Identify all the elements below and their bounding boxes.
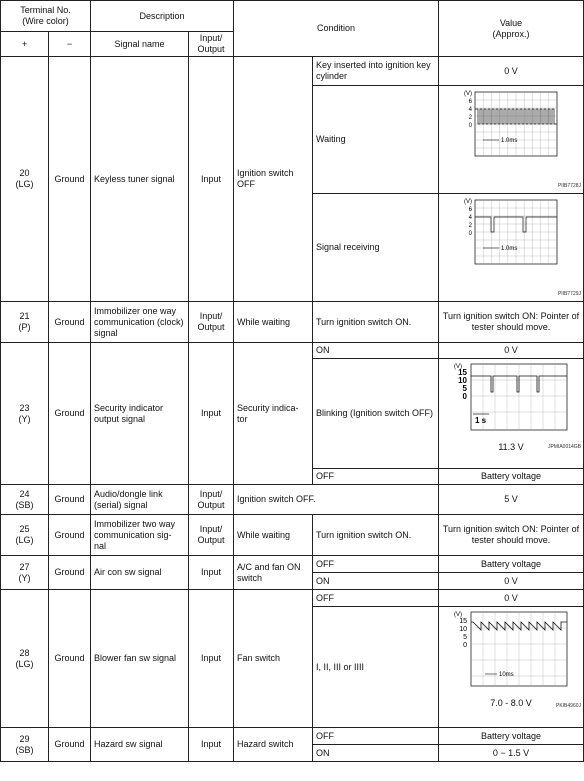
ground-28: Ground: [49, 590, 91, 728]
signal-27: Air con sw signal: [91, 556, 189, 590]
value-21: Turn ignition switch ON: Pointer of tester should move.: [439, 302, 584, 343]
value-29-1: Battery voltage: [439, 728, 584, 745]
condition-21: While waiting: [234, 302, 313, 343]
terminal-27: 27 (Y): [1, 556, 49, 590]
signal-21: Immobilizer one way communication (clock) signal: [91, 302, 189, 343]
signal-28: Blower fan sw signal: [91, 590, 189, 728]
value-20-3: [439, 194, 584, 302]
signal-24: Audio/dongle link (serial) signal: [91, 485, 189, 515]
value-29-2: 0 − 1.5 V: [439, 745, 584, 762]
fan-tick-0: 0: [463, 641, 468, 649]
blinking-voltage: 11.3 V: [498, 441, 524, 452]
waiting-trace: [475, 109, 557, 124]
fan-voltage: 7.0 - 8.0 V: [490, 697, 532, 708]
blinking-time: 1 s: [475, 415, 487, 425]
value-27-1: Battery voltage: [439, 556, 584, 573]
blinking-tick-15: 15: [458, 367, 468, 377]
fan-grid: [471, 612, 567, 686]
fan-time: 10ms: [499, 671, 514, 678]
fan-tick-5: 5: [463, 633, 468, 641]
ground-27: Ground: [49, 556, 91, 590]
subcond-28-2: I, II, III or IIII: [313, 607, 439, 728]
header-description: Description: [91, 1, 234, 32]
header-value: Value (Approx.): [439, 1, 584, 57]
fan-figure-code: PKIB4960J: [555, 702, 582, 709]
blinking-figure-code: JPMIA0014GB: [547, 443, 582, 450]
fan-tick-10: 10: [459, 625, 468, 633]
receiving-tick-6: 6: [468, 206, 473, 213]
value-20-1: 0 V: [439, 57, 584, 86]
ground-23: Ground: [49, 343, 91, 485]
waveform-waiting: [461, 87, 561, 167]
blinking-tick-0: 0: [462, 391, 468, 401]
header-minus: −: [49, 32, 91, 57]
ground-21: Ground: [49, 302, 91, 343]
subcond-29-2: ON: [313, 745, 439, 762]
receiving-unit: (V): [464, 198, 473, 205]
subcond-27-1: OFF: [313, 556, 439, 573]
value-25: Turn ignition switch ON: Pointer of tester should move.: [439, 515, 584, 556]
waiting-tick-0: 0: [468, 122, 473, 129]
value-23-3: Battery voltage: [439, 469, 584, 485]
subcond-20-2: Waiting: [313, 86, 439, 194]
fan-tick-15: 15: [459, 617, 468, 625]
receiving-tick-2: 2: [468, 222, 473, 229]
condition-27: A/C and fan ON switch: [234, 556, 313, 590]
condition-20: Ignition switch OFF: [234, 57, 313, 302]
value-27-2: 0 V: [439, 573, 584, 590]
signal-20: Keyless tuner signal: [91, 57, 189, 302]
header-condition: Condition: [234, 1, 439, 57]
waiting-figure-code: PIIB7728J: [557, 182, 582, 189]
value-20-2: [439, 86, 584, 194]
subcond-25: Turn ignition switch ON.: [313, 515, 439, 556]
subcond-20-3: Signal receiving: [313, 194, 439, 302]
receiving-grid: [475, 200, 557, 264]
terminal-24: 24 (SB): [1, 485, 49, 515]
terminal-25: 25 (LG): [1, 515, 49, 556]
terminal-20: 20 (LG): [1, 57, 49, 302]
subcond-27-2: ON: [313, 573, 439, 590]
terminal-29: 29 (SB): [1, 728, 49, 762]
blinking-tick-5: 5: [462, 383, 468, 393]
terminal-28: 28 (LG): [1, 590, 49, 728]
blinking-tick-10: 10: [458, 375, 468, 385]
condition-29: Hazard switch: [234, 728, 313, 762]
subcond-28-1: OFF: [313, 590, 439, 607]
waiting-time: 1.0ms: [501, 137, 518, 144]
blinking-trace: [471, 376, 567, 392]
waiting-tick-6: 6: [468, 98, 473, 105]
ground-29: Ground: [49, 728, 91, 762]
header-signal-name: Signal name: [91, 32, 189, 57]
receiving-tick-4: 4: [468, 214, 473, 221]
waveform-receiving: [461, 195, 561, 275]
condition-28: Fan switch: [234, 590, 313, 728]
waveform-fan: [451, 608, 571, 698]
waiting-tick-2: 2: [468, 114, 473, 121]
waveform-blinking: [451, 360, 571, 442]
fan-unit: (V): [454, 611, 463, 618]
header-terminal-no: Terminal No. (Wire color): [1, 1, 91, 32]
ground-20: Ground: [49, 57, 91, 302]
io-29: Input: [189, 728, 234, 762]
subcond-29-1: OFF: [313, 728, 439, 745]
ground-25: Ground: [49, 515, 91, 556]
waiting-unit: (V): [464, 90, 473, 97]
value-24: 5 V: [439, 485, 584, 515]
condition-25: While waiting: [234, 515, 313, 556]
io-27: Input: [189, 556, 234, 590]
header-plus: +: [1, 32, 49, 57]
io-24: Input/ Output: [189, 485, 234, 515]
header-input-output: Input/ Output: [189, 32, 234, 57]
io-25: Input/ Output: [189, 515, 234, 556]
value-23-1: 0 V: [439, 343, 584, 359]
subcond-21: Turn ignition switch ON.: [313, 302, 439, 343]
ground-24: Ground: [49, 485, 91, 515]
io-28: Input: [189, 590, 234, 728]
value-28-2: [439, 607, 584, 728]
receiving-tick-0: 0: [468, 230, 473, 237]
receiving-time: 1.0ms: [501, 245, 518, 252]
signal-25: Immobilizer two way communication sig- nal: [91, 515, 189, 556]
signal-23: Security indicator output signal: [91, 343, 189, 485]
io-21: Input/ Output: [189, 302, 234, 343]
subcond-20-1: Key inserted into ignition key cylinder: [313, 57, 439, 86]
condition-24: Ignition switch OFF.: [234, 485, 439, 515]
terminal-21: 21 (P): [1, 302, 49, 343]
subcond-23-3: OFF: [313, 469, 439, 485]
subcond-23-2: Blinking (Ignition switch OFF): [313, 359, 439, 469]
waiting-tick-4: 4: [468, 106, 473, 113]
value-23-2: [439, 359, 584, 469]
signal-29: Hazard sw signal: [91, 728, 189, 762]
value-28-1: 0 V: [439, 590, 584, 607]
io-20: Input: [189, 57, 234, 302]
subcond-23-1: ON: [313, 343, 439, 359]
blinking-unit: (V): [454, 363, 463, 370]
terminal-23: 23 (Y): [1, 343, 49, 485]
condition-23: Security indica- tor: [234, 343, 313, 485]
io-23: Input: [189, 343, 234, 485]
receiving-figure-code: PIIB7729J: [557, 290, 582, 297]
